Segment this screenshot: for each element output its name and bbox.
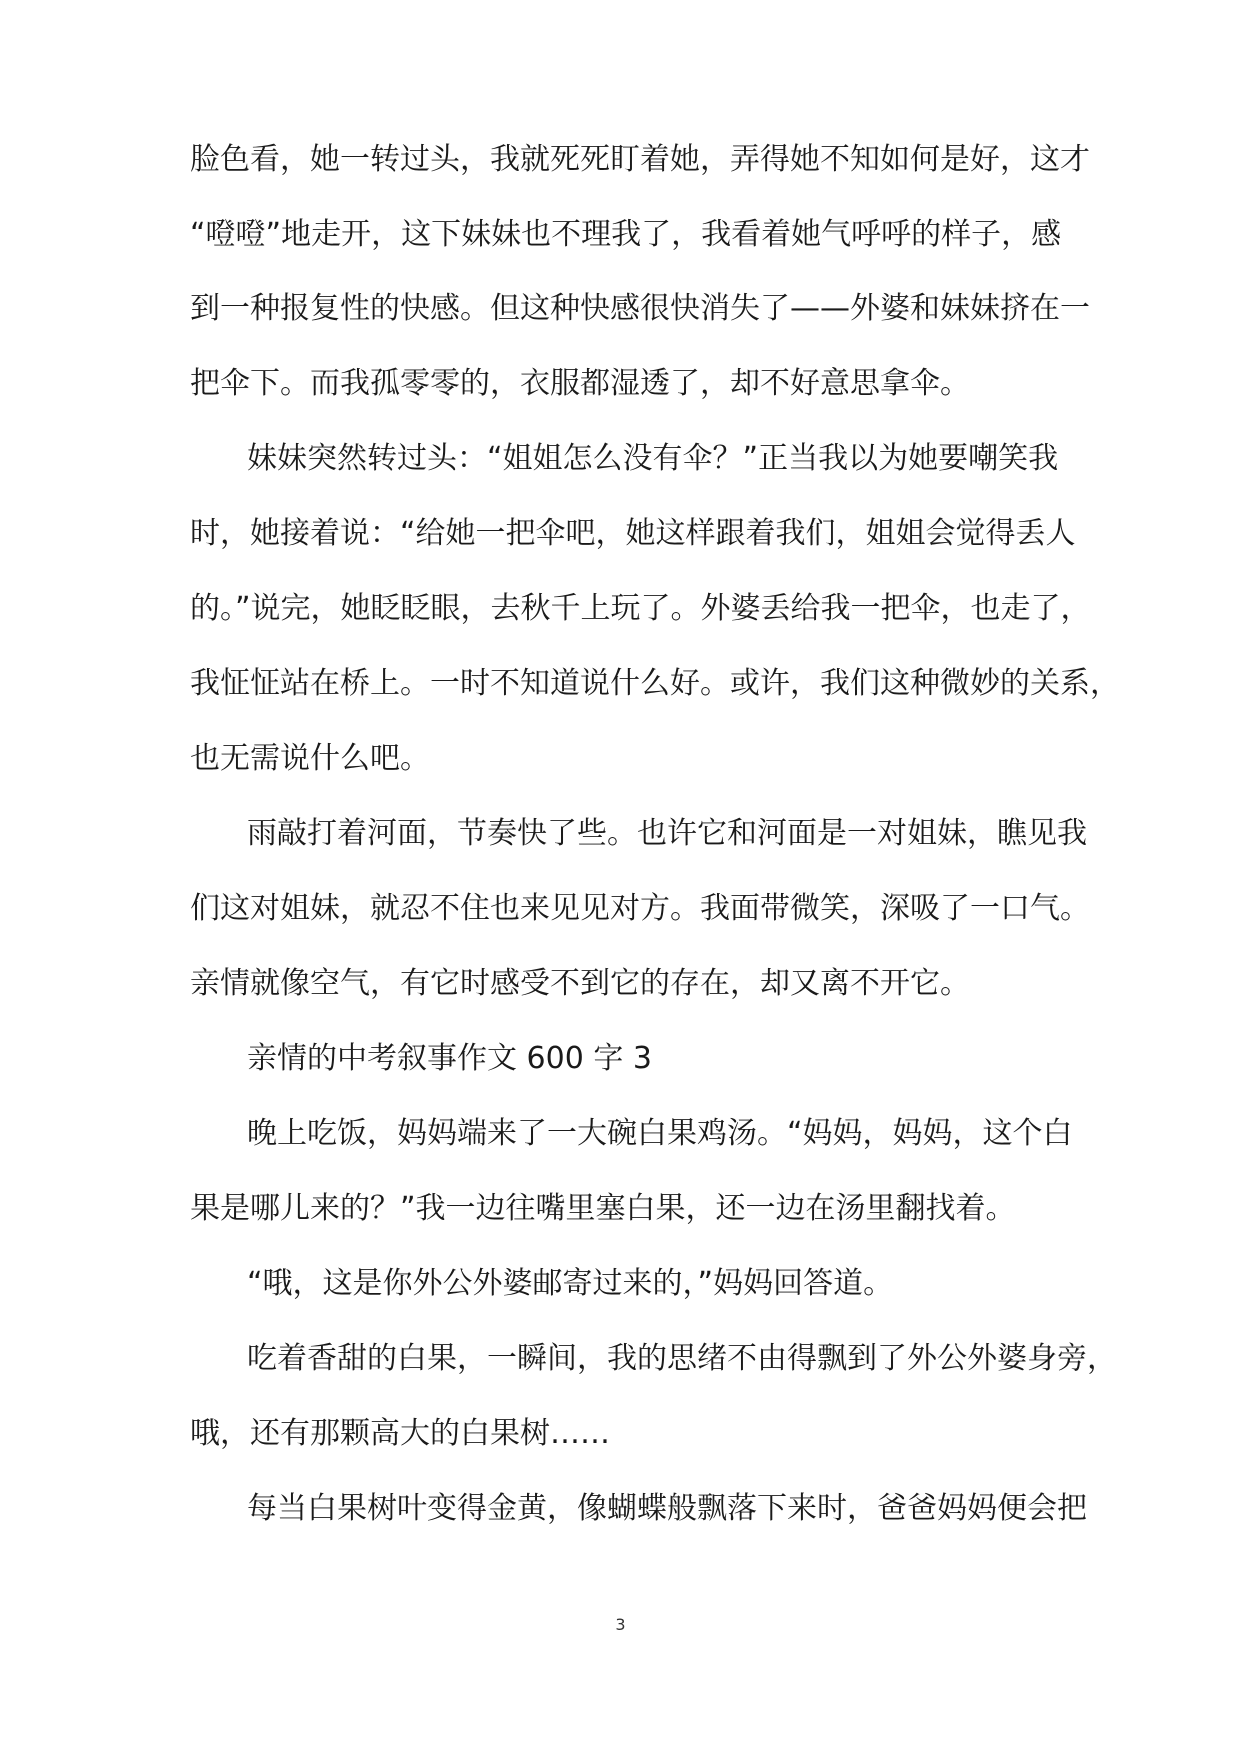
text-line: 把伞下。而我孤零零的，衣服都湿透了，却不好意思拿伞。	[190, 366, 970, 401]
text-line: 也无需说什么吧。	[190, 741, 430, 776]
text-line: 我怔怔站在桥上。一时不知道说什么好。或许，我们这种微妙的关系，	[190, 666, 1120, 701]
paragraph-first-line: 晚上吃饭，妈妈端来了一大碗白果鸡汤。“妈妈，妈妈，这个白	[247, 1116, 1073, 1151]
paragraph-first-line: 每当白果树叶变得金黄，像蝴蝶般飘落下来时，爸爸妈妈便会把	[247, 1491, 1087, 1526]
text-line: 哦，还有那颗高大的白果树……	[190, 1416, 610, 1451]
text-line: 脸色看，她一转过头，我就死死盯着她，弄得她不知如何是好，这才	[190, 142, 1090, 177]
paragraph-first-line: 雨敲打着河面，节奏快了些。也许它和河面是一对姐妹，瞧见我	[247, 816, 1087, 851]
paragraph-first-line: “哦，这是你外公外婆邮寄过来的，”妈妈回答道。	[247, 1266, 894, 1301]
text-line: 亲情就像空气，有它时感受不到它的存在，却又离不开它。	[190, 966, 970, 1001]
paragraph-first-line: 吃着香甜的白果，一瞬间，我的思绪不由得飘到了外公外婆身旁，	[247, 1341, 1117, 1376]
paragraph-first-line: 妹妹突然转过头：“姐姐怎么没有伞？”正当我以为她要嘲笑我	[247, 441, 1059, 476]
text-line: 们这对姐妹，就忍不住也来见见对方。我面带微笑，深吸了一口气。	[190, 891, 1090, 926]
text-line: 果是哪儿来的？”我一边往嘴里塞白果，还一边在汤里翻找着。	[190, 1191, 1016, 1226]
text-line: 到一种报复性的快感。但这种快感很快消失了——外婆和妹妹挤在一	[190, 291, 1090, 326]
text-line: “噔噔”地走开，这下妹妹也不理我了，我看着她气呼呼的样子，感	[190, 217, 1062, 252]
text-line: 的。”说完，她眨眨眼，去秋千上玩了。外婆丢给我一把伞，也走了，	[190, 591, 1091, 626]
page-number: 3	[615, 1615, 626, 1634]
section-heading: 亲情的中考叙事作文 600 字 3	[247, 1041, 652, 1076]
text-line: 时，她接着说：“给她一把伞吧，她这样跟着我们，姐姐会觉得丢人	[190, 516, 1076, 551]
